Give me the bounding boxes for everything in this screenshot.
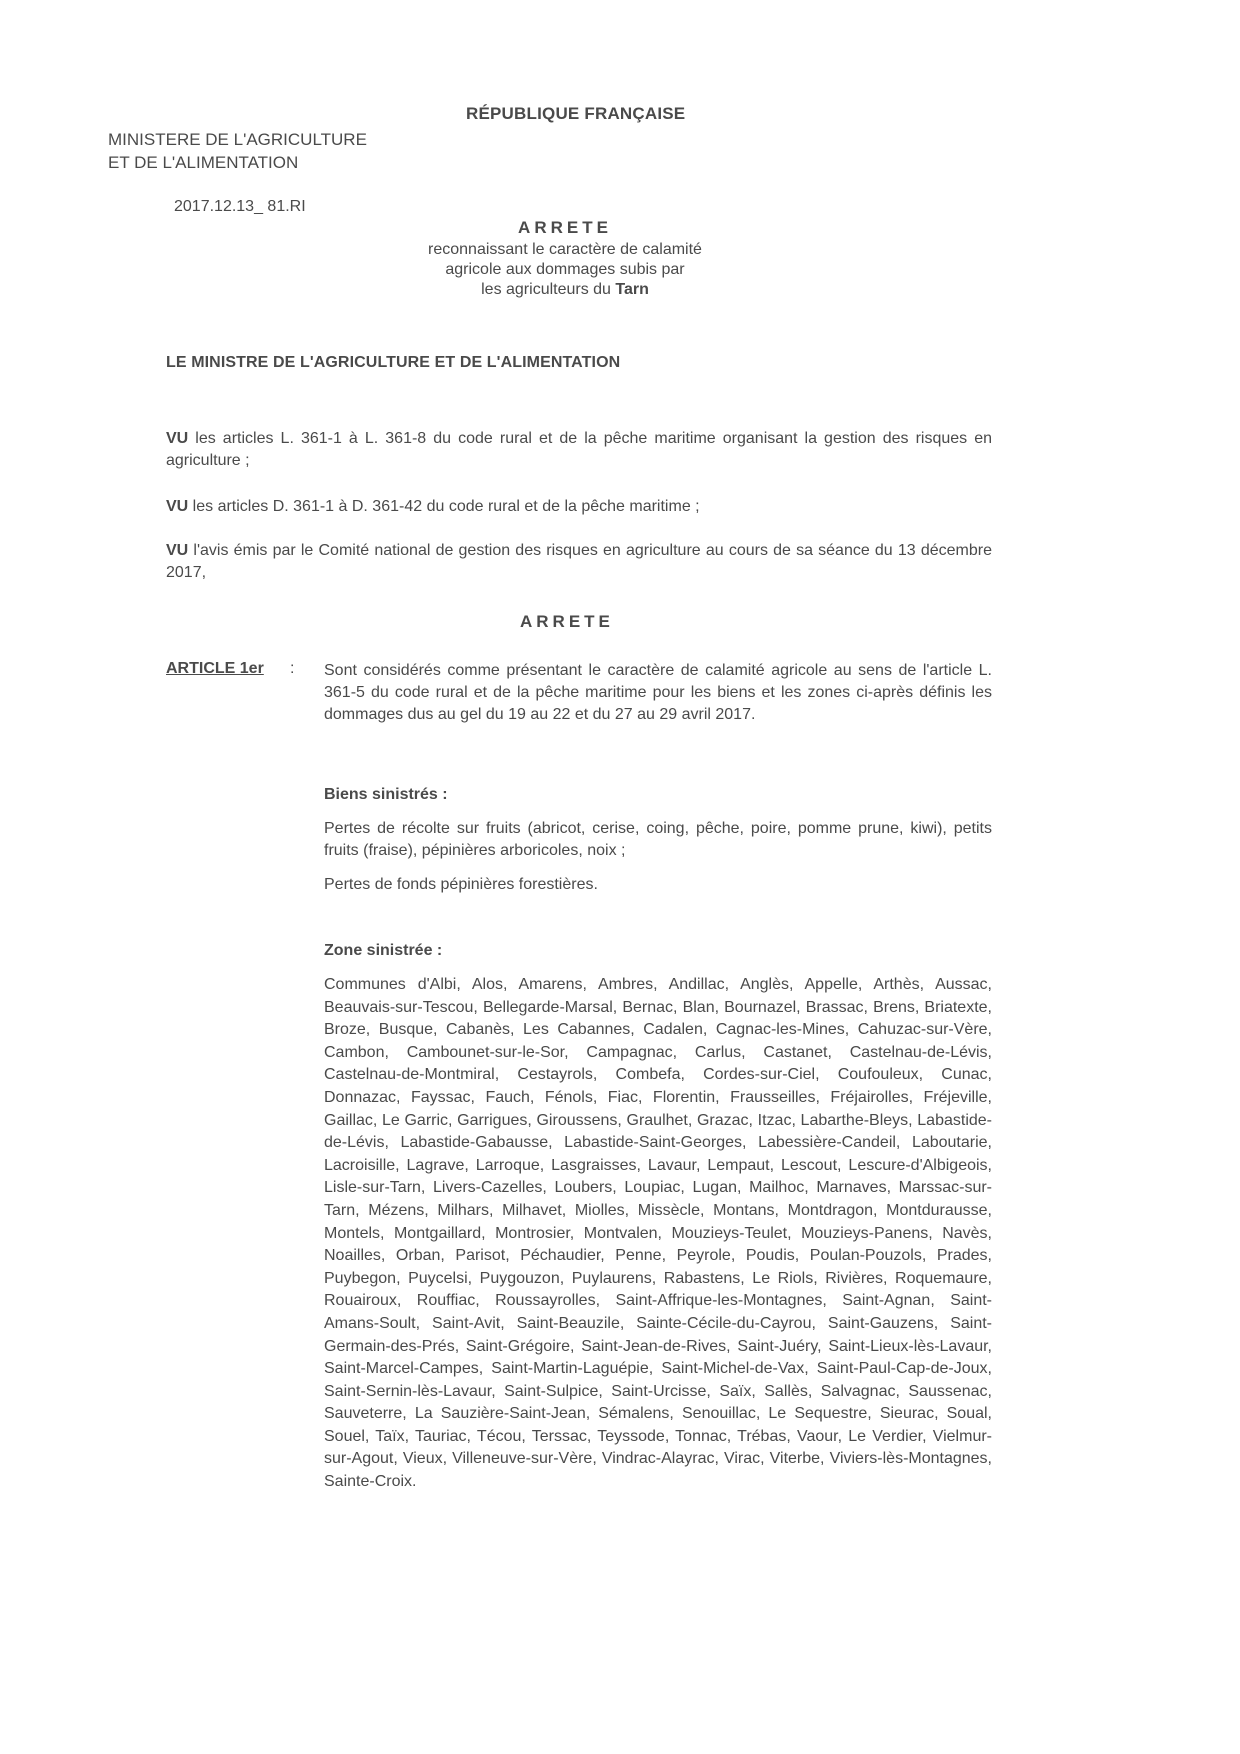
minister-heading: LE MINISTRE DE L'AGRICULTURE ET DE L'ALIMENTATION: [166, 354, 621, 371]
reference-number: 2017.12.13_ 81.RI: [174, 198, 306, 215]
title-line-3: [380, 280, 750, 300]
title-line-2: agricole aux dommages subis par: [445, 261, 685, 278]
biens-sinistres-heading: Biens sinistrés :: [324, 786, 448, 803]
consideration-text: l'avis émis par le Comité national de gestion des risques en agriculture au cours de sa séance du 13 décembre 2017,: [166, 542, 992, 581]
ministry-line-2: ET DE L'ALIMENTATION: [108, 153, 299, 172]
department-name: Tarn: [615, 281, 649, 298]
consideration-text: les articles L. 361-1 à L. 361-8 du code rural et de la pêche maritime organisant la gestion des risques en agriculture ;: [166, 430, 992, 469]
article-1-colon: :: [290, 660, 295, 677]
title-line-3-prefix: les agriculteurs du: [481, 281, 616, 298]
biens-item-1: Pertes de récolte sur fruits (abricot, cerise, coing, pêche, poire, pomme prune, kiwi), petits fruits (fraise), pépinières arboricoles, noix ;: [324, 820, 992, 859]
decree-heading: ARRETE: [520, 612, 614, 631]
consideration-lead: VU: [166, 542, 189, 559]
article-1-label: ARTICLE 1er: [166, 660, 264, 677]
article-1-text: Sont considérés comme présentant le caractère de calamité agricole au sens de l'article L. 361-5 du code rural et de la pêche maritime pour les biens et les zones ci-après définis les dommages dus au gel du 19 au 22 et du 27 au 29 avril 2017.: [324, 662, 992, 723]
consideration-text: les articles D. 361-1 à D. 361-42 du code rural et de la pêche maritime ;: [188, 498, 700, 515]
ministry-line-1: MINISTERE DE L'AGRICULTURE: [108, 130, 367, 149]
consideration-1: [166, 428, 992, 472]
consideration-3: [166, 540, 992, 584]
communes-list: Communes d'Albi, Alos, Amarens, Ambres, Andillac, Anglès, Appelle, Arthès, Aussac, Beauvais-sur-Tescou, Bellegarde-Marsal, Bernac, Blan, Bournazel, Brassac, Brens, Briatexte, Broze, Busque, Cabanès, Les Cabannes, Cadalen, Cagnac-les-Mines, Cahuzac-sur-Vère, Cambon, Cambounet-sur-le-Sor, Campagnac, Carlus, Castanet, Castelnau-de-Lévis, Castelnau-de-Montmiral, Cestayrols, Combefa, Cordes-sur-Ciel, Coufouleux, Cunac, Donnazac, Fayssac, Fauch, Fénols, Fiac, Florentin, Frausseilles, Fréjairolles, Fréjeville, Gaillac, Le Garric, Garrigues, Giroussens, Graulhet, Grazac, Itzac, Labarthe-Bleys, Labastide-de-Lévis, Labastide-Gabausse, Labastide-Saint-Georges, Labessière-Candeil, Laboutarie, Lacroisille, Lagrave, Larroque, Lasgraisses, Lavaur, Lempaut, Lescout, Lescure-d'Albigeois, Lisle-sur-Tarn, Livers-Cazelles, Loubers, Loupiac, Lugan, Mailhoc, Marnaves, Marssac-sur-Tarn, Mézens, Milhars, Milhavet, Miolles, Missècle, Montans, Montdragon, Montdurausse, Montels, Montgaillard, Montrosier, Montvalen, Mouzieys-Teulet, Mouzieys-Panens, Navès, Noailles, Orban, Parisot, Péchaudier, Penne, Peyrole, Poudis, Poulan-Pouzols, Prades, Puybegon, Puycelsi, Puygouzon, Puylaurens, Rabastens, Le Riols, Rivières, Roquemaure, Rouairoux, Rouffiac, Roussayrolles, Saint-Affrique-les-Montagnes, Saint-Agnan, Saint-Amans-Soult, Saint-Avit, Saint-Beauzile, Sainte-Cécile-du-Cayrou, Saint-Gauzens, Saint-Germain-des-Prés, Saint-Grégoire, Saint-Jean-de-Rives, Saint-Juéry, Saint-Lieux-lès-Lavaur, Saint-Marcel-Campes, Saint-Martin-Laguépie, Saint-Michel-de-Vax, Saint-Paul-Cap-de-Joux, Saint-Sernin-lès-Lavaur, Saint-Sulpice, Saint-Urcisse, Saïx, Sallès, Salvagnac, Saussenac, Sauveterre, La Sauzière-Saint-Jean, Sémalens, Senouillac, Le Sequestre, Sieurac, Soual, Souel, Taïx, Tauriac, Técou, Terssac, Teyssode, Tonnac, Trébas, Vaour, Le Verdier, Vielmur-sur-Agout, Vieux, Villeneuve-sur-Vère, Vindrac-Alayrac, Virac, Viterbe, Viviers-lès-Montagnes, Sainte-Croix.: [324, 976, 992, 1491]
ministry-header: [108, 128, 367, 174]
title-heading: ARRETE: [518, 218, 612, 237]
consideration-lead: VU: [166, 430, 189, 447]
biens-item-2: Pertes de fonds pépinières forestières.: [324, 876, 598, 893]
consideration-lead: VU: [166, 498, 189, 515]
zone-sinistree-heading: Zone sinistrée :: [324, 942, 443, 959]
title-line-1: reconnaissant le caractère de calamité: [428, 241, 702, 258]
decree-title: [380, 218, 750, 300]
republic-header: RÉPUBLIQUE FRANÇAISE: [466, 104, 686, 123]
consideration-2: [166, 496, 992, 518]
